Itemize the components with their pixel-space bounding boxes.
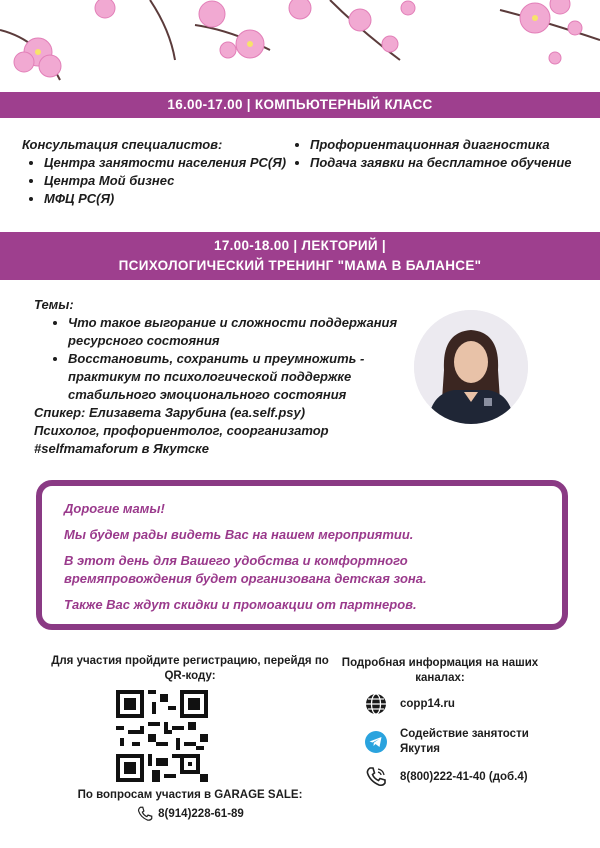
garage-phone-number: 8(914)228-61-89 [158, 807, 244, 820]
services-list [292, 136, 582, 172]
list-item: • Что такое выгорание и сложности поддержания ресурсного состояния [68, 314, 404, 350]
section2-header-line2: ПСИХОЛОГИЧЕСКИЙ ТРЕНИНГ "МАМА В БАЛАНСЕ" [118, 258, 482, 273]
list-item: • Восстановить, сохранить и преумножить - практикум по психологической поддержке стабильного эмоционального состояния [68, 350, 404, 404]
topics-list [34, 314, 404, 404]
list-item: • Подача заявки на бесплатное обучение [310, 154, 582, 172]
services-block [292, 136, 582, 172]
consultation-list [22, 154, 292, 208]
message-line: Также Вас ждут скидки и промоакции от партнеров. [64, 597, 417, 612]
consultation-block [22, 136, 292, 208]
channel-phone[interactable] [364, 765, 528, 789]
speaker-label: Спикер: [34, 405, 86, 420]
garage-sale-text: По вопросам участия в GARAGE SALE: [77, 789, 303, 801]
channels-title: Подробная информация на наших каналах: [341, 657, 539, 684]
section2-header [0, 232, 600, 280]
registration-text: Для участия пройдите регистрацию, перейдя по QR-коду: [51, 655, 329, 682]
section1-header: 16.00-17.00 | КОМПЬЮТЕРНЫЙ КЛАСС [0, 92, 600, 118]
list-item: • МФЦ РС(Я) [44, 190, 292, 208]
message-line: Мы будем рады видеть Вас на нашем мероприятии. [64, 527, 414, 542]
qr-code[interactable] [116, 690, 208, 782]
channel-website[interactable] [364, 692, 455, 716]
section2-header-line1: 17.00-18.00 | ЛЕКТОРИЙ | [214, 238, 386, 253]
channel-text: 8(800)222-41-40 (доб.4) [400, 770, 528, 783]
speaker-description: Психолог, профориентолог, соорганизатор #selfmamaforum в Якутске [34, 423, 329, 456]
message-box [36, 480, 568, 630]
channel-telegram[interactable] [364, 727, 554, 757]
list-item: • Центра занятости населения РС(Я) [44, 154, 292, 172]
globe-icon [364, 692, 388, 716]
topics-title: Темы: [34, 297, 74, 312]
cherry-blossom-decoration [0, 0, 600, 90]
list-item: • Центра Мой бизнес [44, 172, 292, 190]
message-line: В этот день для Вашего удобства и комфортного времяпровождения будет организована детская зона. [64, 553, 427, 586]
speaker-photo [414, 310, 528, 424]
telegram-icon [364, 730, 388, 754]
topics-block [34, 296, 404, 458]
list-item: • Профориентационная диагностика [310, 136, 582, 154]
garage-sale-block [40, 788, 340, 823]
speaker-line [34, 404, 404, 422]
phone-icon [364, 765, 388, 789]
garage-phone[interactable] [40, 805, 340, 823]
consultation-title: Консультация специалистов: [22, 137, 223, 152]
phone-icon [136, 805, 154, 823]
channel-text: copp14.ru [400, 697, 455, 710]
channel-text: Содействие занятости Якутия [400, 728, 529, 755]
speaker-name: Елизавета Зарубина (ea.self.psy) [85, 405, 306, 420]
message-greeting: Дорогие мамы! [64, 501, 165, 516]
